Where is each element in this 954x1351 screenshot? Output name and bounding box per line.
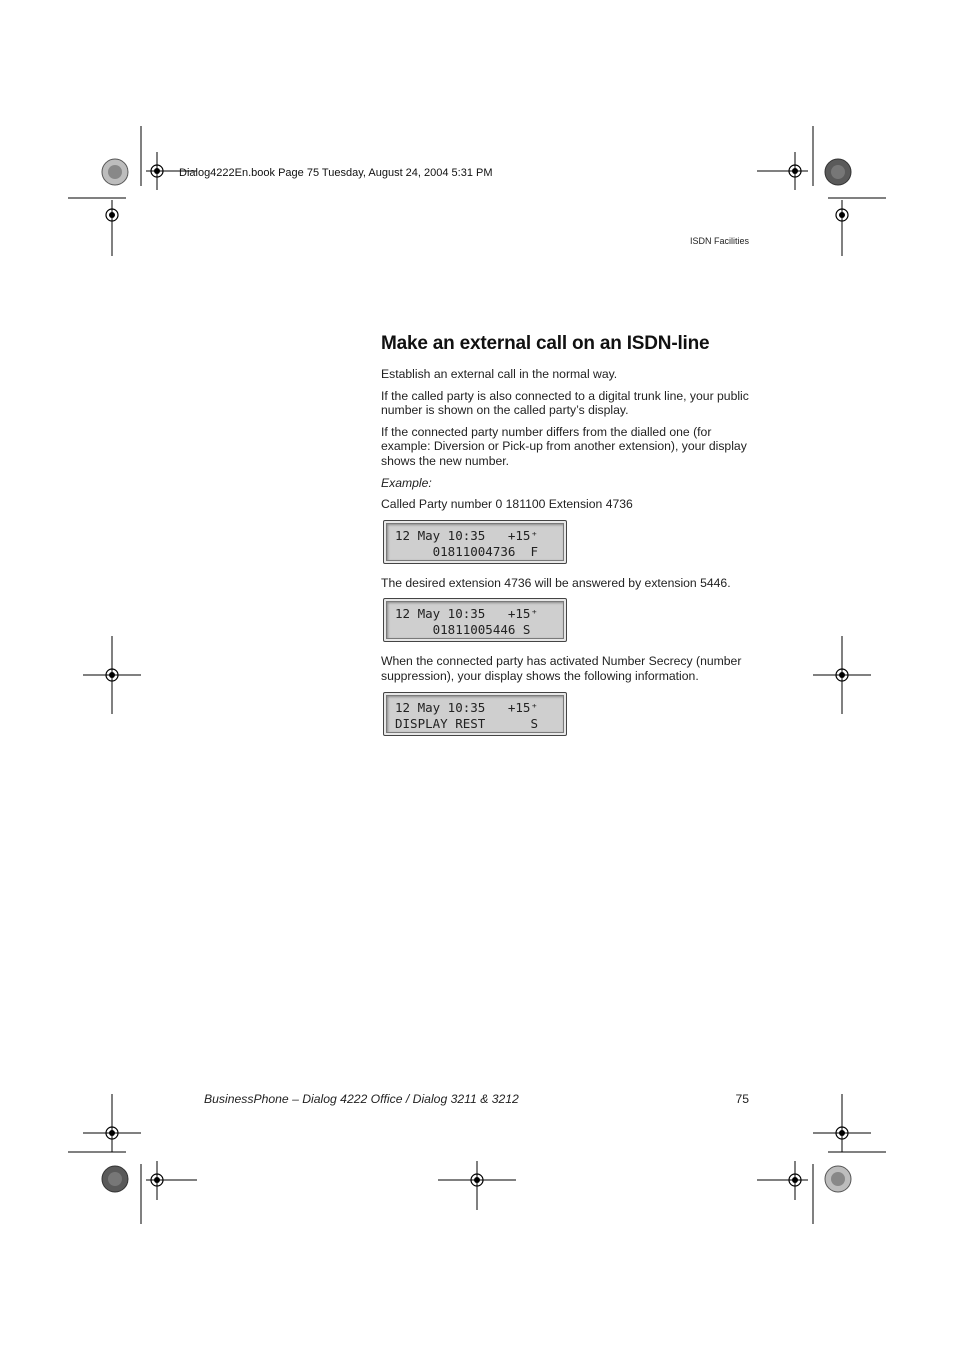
- phone-display-1: [383, 520, 567, 564]
- example-text: Called Party number 0 181100 Extension 4736: [381, 497, 633, 512]
- lcd-line-1: 12 May 10:35 +15⁺: [395, 606, 538, 622]
- footer-title: BusinessPhone – Dialog 4222 Office / Dialog 3211 & 3212: [204, 1092, 519, 1106]
- lcd-line-2: 01811005446 S: [395, 622, 531, 638]
- paragraph-establish: Establish an external call in the normal way.: [381, 367, 618, 381]
- main-content: [381, 333, 753, 748]
- paragraph-number-secrecy: When the connected party has activated Number Secrecy (number suppression), your display shows the following information.: [381, 654, 742, 683]
- lcd-line-2: DISPLAY REST S: [395, 715, 538, 731]
- phone-display-3: [383, 692, 567, 736]
- lcd-screen: [386, 523, 564, 561]
- paragraph-digital-trunk: If the called party is also connected to a digital trunk line, your public number is shown on the called party’s display.: [381, 388, 749, 418]
- example-label: Example:: [381, 475, 432, 490]
- section-tag: ISDN Facilities: [689, 236, 749, 246]
- lcd-line-2: 01811004736 F: [395, 543, 538, 559]
- lcd-line-1: 12 May 10:35 +15⁺: [395, 527, 538, 543]
- lcd-screen: [386, 695, 564, 733]
- paragraph-connected-party: If the connected party number differs from the dialled one (for example: Diversion or Pick-up from another extension), your display shows the new number.: [381, 424, 747, 468]
- page-number: 75: [735, 1092, 749, 1106]
- book-info-header: Dialog4222En.book Page 75 Tuesday, August 24, 2004 5:31 PM: [179, 167, 493, 179]
- lcd-line-1: 12 May 10:35 +15⁺: [395, 699, 538, 715]
- page-title: Make an external call on an ISDN-line: [381, 333, 710, 354]
- lcd-screen: [386, 601, 564, 639]
- paragraph-desired-extension: The desired extension 4736 will be answered by extension 5446.: [381, 575, 731, 590]
- phone-display-2: [383, 598, 567, 642]
